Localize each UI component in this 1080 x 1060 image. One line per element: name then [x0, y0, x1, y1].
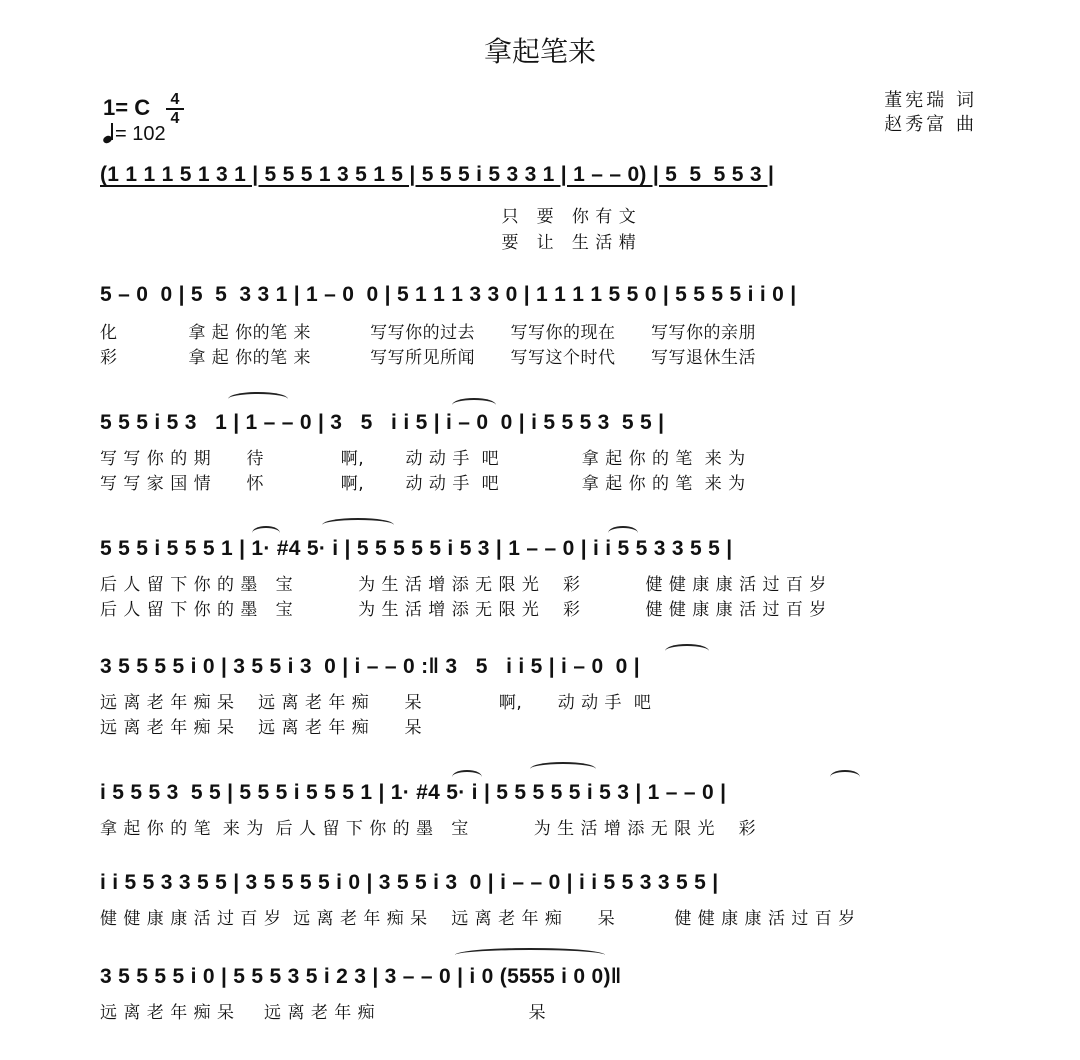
lyrics-verse-1: 拿 起 你 的 笔 来 为 后 人 留 下 你 的 墨 宝 为 生 活 增 添 无 限 光 彩 — [100, 819, 757, 839]
notation-line: (1 1 1 1 5 1 3 1 | 5 5 5 1 3 5 1 5 | 5 5 5 i 5 3 3 1 | 1 – – 0) | 5 5 5 5 3 | — [100, 163, 775, 186]
time-signature-top: 4 — [170, 91, 180, 108]
lyrics-verse-2: 后 人 留 下 你 的 墨 宝 为 生 活 增 添 无 限 光 彩 健 健 康 康 活 过 百 岁 — [100, 600, 827, 620]
slur-mark — [530, 762, 596, 776]
lyrics-verse-1: 远 离 老 年 痴 呆 远 离 老 年 痴 呆 — [100, 1003, 547, 1023]
lyrics-verse-1: 化 拿 起 你的笔 来 写写你的过去 写写你的现在 写写你的亲朋 — [100, 323, 756, 343]
key-signature: 1= C — [103, 95, 151, 120]
lyrics-verse-1: 健 健 康 康 活 过 百 岁 远 离 老 年 痴 呆 远 离 老 年 痴 呆 健 健 康 康 活 过 百 岁 — [100, 909, 856, 929]
time-signature — [166, 92, 184, 126]
slur-mark — [455, 948, 605, 962]
lyricist-credit: 董宪瑞 词 — [884, 90, 977, 111]
slur-mark — [322, 518, 394, 532]
notation-line: 3 5 5 5 5 i 0 | 5 5 5 3 5 i 2 3 | 3 – – 0 | i 0 (5555 i 0 0)‖ — [100, 965, 622, 988]
notation-line: i 5 5 5 3 5 5 | 5 5 5 i 5 5 5 1 | 1· #4 5· i | 5 5 5 5 5 i 5 3 | 1 – – 0 | — [100, 781, 727, 804]
notation-line: i i 5 5 3 3 5 5 | 3 5 5 5 5 i 0 | 3 5 5 i 3 0 | i – – 0 | i i 5 5 3 3 5 5 | — [100, 871, 719, 894]
lyrics-verse-1: 远 离 老 年 痴 呆 远 离 老 年 痴 呆 啊, 动 动 手 吧 — [100, 693, 652, 713]
tempo-marking — [103, 123, 166, 146]
lyrics-verse-2: 要 让 生 活 精 — [100, 233, 637, 253]
lyrics-verse-1: 写 写 你 的 期 待 啊, 动 动 手 吧 拿 起 你 的 笔 来 为 — [100, 449, 746, 469]
notation-line: 5 5 5 i 5 5 5 1 | 1· #4 5· i | 5 5 5 5 5 i 5 3 | 1 – – 0 | i i 5 5 3 3 5 5 | — [100, 537, 733, 560]
notation-line: 3 5 5 5 5 i 0 | 3 5 5 i 3 0 | i – – 0 :‖ 3 5 i i 5 | i – 0 0 | — [100, 655, 640, 678]
time-signature-bottom: 4 — [170, 110, 180, 127]
lyrics-verse-1: 只 要 你 有 文 — [100, 207, 637, 227]
lyrics-verse-2: 写 写 家 国 情 怀 啊, 动 动 手 吧 拿 起 你 的 笔 来 为 — [100, 474, 746, 494]
lyrics-verse-2: 远 离 老 年 痴 呆 远 离 老 年 痴 呆 — [100, 718, 423, 738]
notation-line: 5 – 0 0 | 5 5 3 3 1 | 1 – 0 0 | 5 1 1 1 3 3 0 | 1 1 1 1 5 5 0 | 5 5 5 5 i i 0 | — [100, 283, 797, 306]
quarter-note-icon — [103, 123, 115, 143]
notation-line: 5 5 5 i 5 3 1 | 1 – – 0 | 3 5 i i 5 | i – 0 0 | i 5 5 5 3 5 5 | — [100, 411, 665, 434]
slur-mark — [228, 392, 288, 406]
tempo-value: = 102 — [115, 123, 166, 145]
composer-credit: 赵秀富 曲 — [884, 114, 977, 135]
lyrics-verse-2: 彩 拿 起 你的笔 来 写写所见所闻 写写这个时代 写写退休生活 — [100, 348, 756, 368]
lyrics-verse-1: 后 人 留 下 你 的 墨 宝 为 生 活 增 添 无 限 光 彩 健 健 康 康 活 过 百 岁 — [100, 575, 827, 595]
song-title: 拿起笔来 — [483, 35, 596, 68]
